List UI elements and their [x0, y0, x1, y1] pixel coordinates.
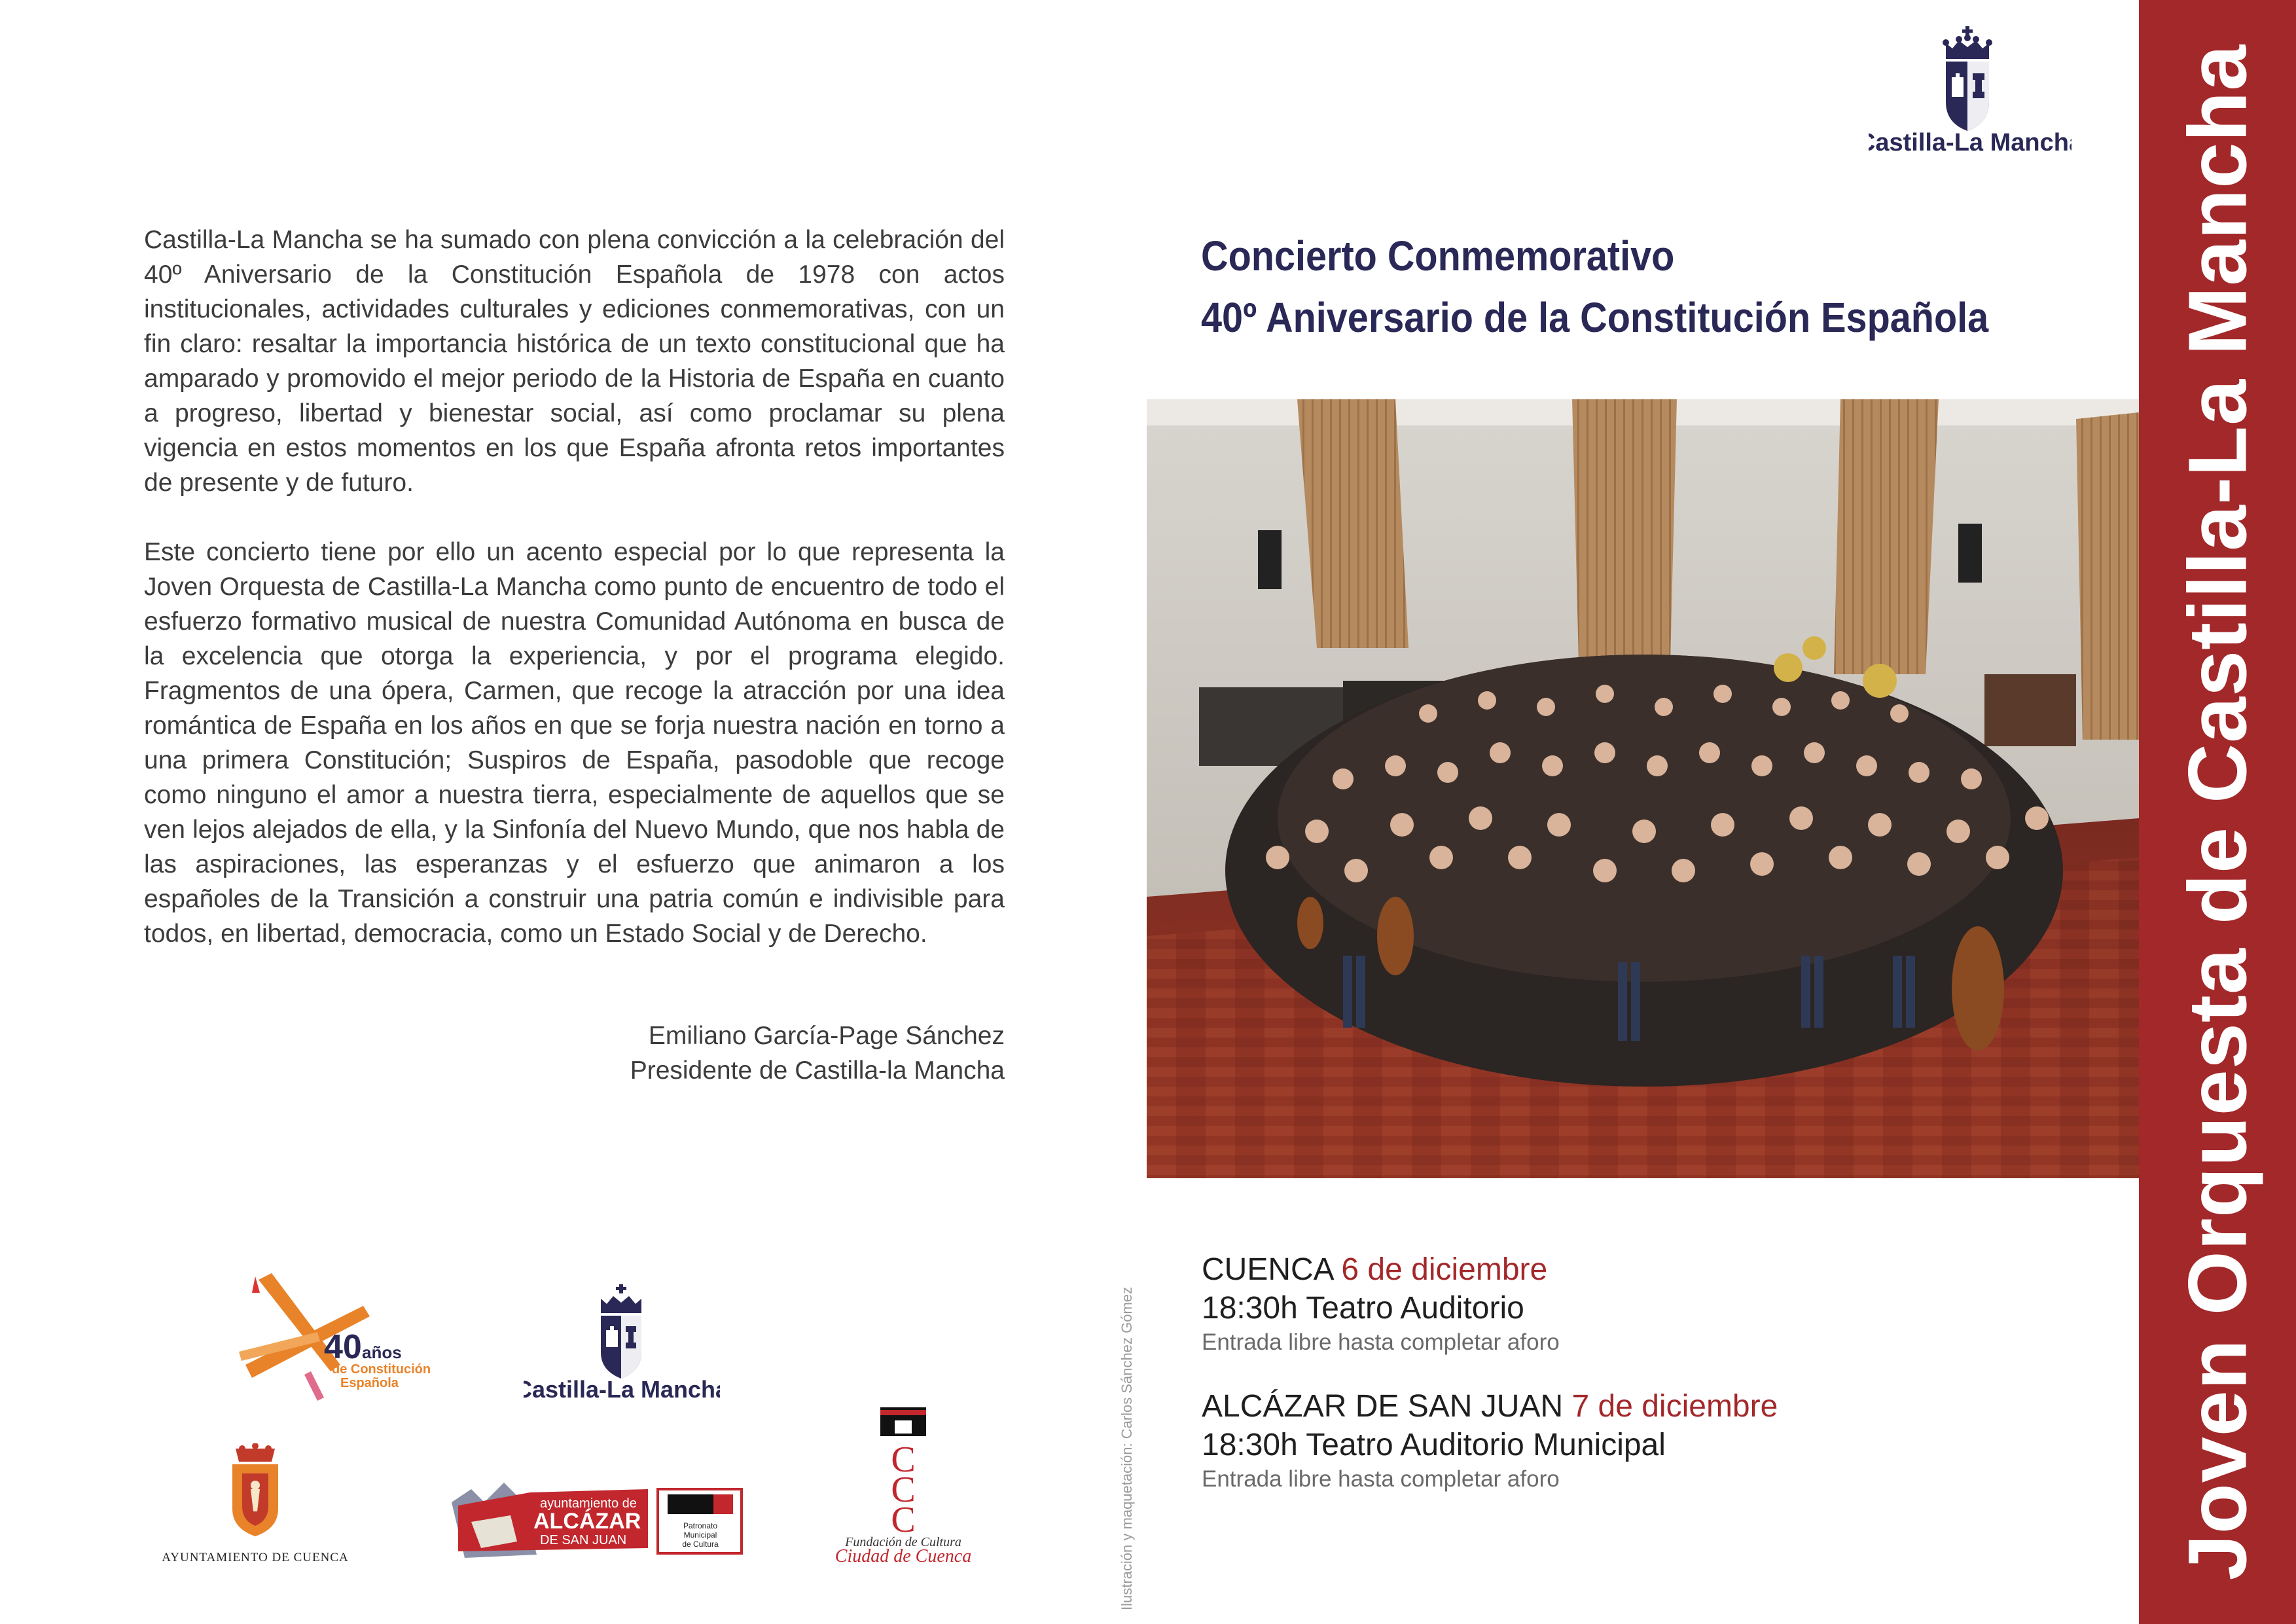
castilla-la-mancha-logo [1869, 25, 2072, 156]
concert-title [1201, 225, 2026, 348]
signature-role: Presidente de Castilla-la Mancha [630, 1056, 1005, 1085]
event-city-line [1202, 1387, 2053, 1426]
event-date: 6 de diciembre [1341, 1252, 1548, 1287]
castilla-la-mancha-logo-small [524, 1283, 720, 1401]
title-line-1: Concierto Conmemorativo [1201, 232, 1675, 280]
pmc-line1: Patronato [683, 1521, 718, 1530]
event-date: 7 de diciembre [1571, 1389, 1778, 1424]
anos-number: 40 [324, 1328, 362, 1366]
svg-text:C: C [891, 1500, 916, 1540]
alcazar-line3: DE SAN JUAN [540, 1533, 627, 1547]
intro-paragraph-1: Castilla-La Mancha se ha sumado con plena convicción a la celebración del 40º Aniversario de la Constitución Española de 1978 con actos institucionales, actividades culturales y ediciones conmemorativas, con un fin claro: resaltar la importancia histórica de un texto constitucional que ha amparado y promovido el mejor periodo de la Historia de España en cuanto a progreso, libertad y bienestar social, así como proclamar su plena vigencia en estos momentos en los que España afronta retos importantes de presente y de futuro. [144, 226, 1005, 497]
band-title-text: Joven Orquesta de Castilla-La Mancha [2171, 44, 2264, 1580]
anos-line1: de Constitución [332, 1362, 431, 1377]
event-city: CUENCA [1202, 1252, 1333, 1287]
band-title [2139, 0, 2296, 1624]
event-cuenca [1202, 1250, 2053, 1358]
event-city: ALCÁZAR DE SAN JUAN [1202, 1389, 1564, 1424]
clm-logo-text: Castilla-La Mancha [1869, 129, 2072, 156]
event-time: 18:30h Teatro Auditorio [1202, 1291, 1524, 1326]
alcazar-line1: ayuntamiento de [540, 1496, 637, 1511]
svg-text:C: C [891, 1470, 916, 1510]
40-anos-constitucion-logo [232, 1273, 442, 1404]
event-alcazar [1202, 1387, 2053, 1494]
event-note: Entrada libre hasta completar aforo [1202, 1329, 1560, 1355]
alcazar-line2: ALCÁZAR [533, 1509, 641, 1534]
clm-small-text: Castilla-La Mancha [524, 1376, 720, 1401]
intro-text [144, 223, 1005, 986]
fundacion-cultura-cuenca-logo [815, 1401, 1005, 1564]
svg-text:C: C [891, 1439, 916, 1480]
alcazar-de-san-juan-logo [445, 1476, 746, 1564]
event-note: Entrada libre hasta completar aforo [1202, 1466, 1560, 1492]
signature-name: Emiliano García-Page Sánchez [648, 1022, 1005, 1050]
anos-word: años [362, 1343, 402, 1362]
design-credit-text: Ilustración y maquetación: Carlos Sánchez Gómez [1119, 1286, 1135, 1610]
title-line-2: 40º Aniversario de la Constitución Española [1201, 294, 1989, 341]
design-credit [1116, 1257, 1142, 1610]
anos-line2: Española [340, 1376, 399, 1390]
cuenca-logo-text: AYUNTAMIENTO DE CUENCA [162, 1551, 349, 1564]
ayuntamiento-cuenca-logo [147, 1443, 363, 1568]
event-city-line [1202, 1250, 2053, 1290]
fcc-line1: Fundación de Cultura [845, 1535, 961, 1549]
fcc-line2: Ciudad de Cuenca [834, 1546, 972, 1564]
signature [144, 1019, 1005, 1088]
pmc-line2: Municipal [683, 1530, 717, 1540]
intro-paragraph-2: Este concierto tiene por ello un acento especial por lo que representa la Joven Orquesta de Castilla-La Mancha como punto de encuentro de todo el esfuerzo formativo musical de nuestra Comunidad Autónoma en busca de la excelencia que otorga la experiencia, y por el programa elegido. Fragmentos de una ópera, Carmen, que recoge la atracción por una idea romántica de España en los años en que se forja nuestra nación en torno a una primera Constitución; Suspiros de España, pasodoble que recoge como ninguno el amor a nuestra tierra, especialmente de aquellos que se ven lejos alejados de ella, y la Sinfonía del Nuevo Mundo, que nos habla de las aspiraciones, las esperanzas y el esfuerzo que animaron a los españoles de la Transición a construir una patria común e indivisible para todos, en libertad, democracia, como un Estado Social y de Derecho. [144, 538, 1005, 948]
events-list [1202, 1250, 2053, 1524]
event-time: 18:30h Teatro Auditorio Municipal [1202, 1428, 1666, 1462]
pmc-line3: de Cultura [682, 1540, 719, 1549]
orchestra-photo [1147, 399, 2139, 1178]
